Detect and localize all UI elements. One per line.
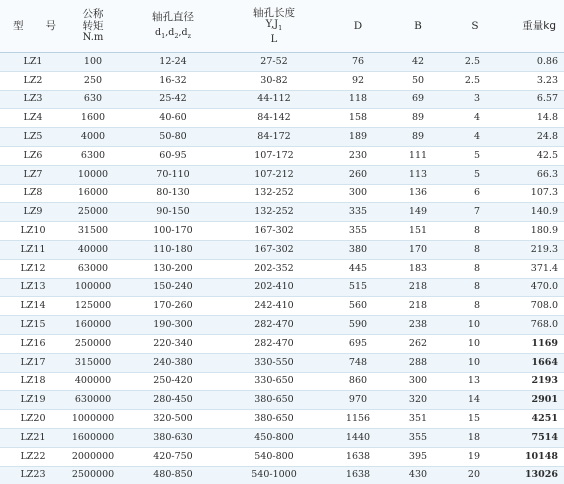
cell-b: 395 xyxy=(394,447,442,466)
cell-s: 13 xyxy=(442,372,508,391)
cell-d: 1638 xyxy=(322,447,394,466)
header-torque-unit: N.m xyxy=(66,32,120,44)
table-row xyxy=(0,353,564,372)
cell-torque: 250 xyxy=(66,71,120,90)
cell-model: LZ13 xyxy=(0,278,66,297)
cell-model: LZ22 xyxy=(0,447,66,466)
table-row xyxy=(0,222,564,241)
cell-torque: 63000 xyxy=(66,259,120,278)
cell-bore-diameter: 12-24 xyxy=(120,53,226,72)
cell-model: LZ12 xyxy=(0,259,66,278)
cell-b: 136 xyxy=(394,184,442,203)
header-d: D xyxy=(322,0,394,53)
table-row xyxy=(0,128,564,147)
cell-torque: 100000 xyxy=(66,278,120,297)
cell-b: 170 xyxy=(394,240,442,259)
cell-bore-length: 282-470 xyxy=(226,334,322,353)
table-row xyxy=(0,410,564,429)
table-row xyxy=(0,240,564,259)
header-torque-line-1: 公称 xyxy=(66,8,120,20)
header-bore-diameter xyxy=(120,0,226,53)
cell-weight: 470.0 xyxy=(508,278,564,297)
cell-weight: 14.8 xyxy=(508,109,564,128)
cell-s: 2.5 xyxy=(442,71,508,90)
cell-torque: 315000 xyxy=(66,353,120,372)
cell-torque: 4000 xyxy=(66,128,120,147)
cell-model: LZ17 xyxy=(0,353,66,372)
cell-d: 1440 xyxy=(322,428,394,447)
cell-bore-diameter: 380-630 xyxy=(120,428,226,447)
cell-bore-diameter: 480-850 xyxy=(120,466,226,484)
cell-bore-length: 44-112 xyxy=(226,90,322,109)
table-row xyxy=(0,53,564,72)
header-bore-length-symbol: L xyxy=(226,34,322,46)
cell-b: 50 xyxy=(394,71,442,90)
cell-b: 89 xyxy=(394,109,442,128)
cell-d: 335 xyxy=(322,203,394,222)
cell-model: LZ2 xyxy=(0,71,66,90)
cell-model: LZ10 xyxy=(0,222,66,241)
cell-torque: 100 xyxy=(66,53,120,72)
cell-torque: 31500 xyxy=(66,222,120,241)
cell-model: LZ18 xyxy=(0,372,66,391)
table-row xyxy=(0,146,564,165)
cell-d: 748 xyxy=(322,353,394,372)
cell-weight: 371.4 xyxy=(508,259,564,278)
cell-weight: 10148 xyxy=(508,447,564,466)
cell-b: 89 xyxy=(394,128,442,147)
cell-weight: 7514 xyxy=(508,428,564,447)
cell-bore-length: 242-410 xyxy=(226,297,322,316)
cell-b: 69 xyxy=(394,90,442,109)
cell-model: LZ8 xyxy=(0,184,66,203)
cell-model: LZ15 xyxy=(0,316,66,335)
cell-d: 695 xyxy=(322,334,394,353)
cell-d: 189 xyxy=(322,128,394,147)
cell-s: 8 xyxy=(442,259,508,278)
cell-torque: 40000 xyxy=(66,240,120,259)
cell-bore-length: 132-252 xyxy=(226,184,322,203)
cell-bore-length: 107-172 xyxy=(226,146,322,165)
cell-bore-diameter: 70-110 xyxy=(120,165,226,184)
cell-torque: 1600 xyxy=(66,109,120,128)
cell-bore-length: 540-1000 xyxy=(226,466,322,484)
cell-torque: 630 xyxy=(66,90,120,109)
header-b: B xyxy=(394,0,442,53)
cell-b: 430 xyxy=(394,466,442,484)
cell-model: LZ7 xyxy=(0,165,66,184)
cell-d: 380 xyxy=(322,240,394,259)
cell-model: LZ11 xyxy=(0,240,66,259)
cell-d: 590 xyxy=(322,316,394,335)
cell-s: 4 xyxy=(442,128,508,147)
cell-weight: 2901 xyxy=(508,391,564,410)
cell-bore-diameter: 80-130 xyxy=(120,184,226,203)
cell-s: 6 xyxy=(442,184,508,203)
cell-s: 15 xyxy=(442,410,508,429)
cell-bore-diameter: 110-180 xyxy=(120,240,226,259)
cell-bore-length: 202-352 xyxy=(226,259,322,278)
cell-bore-diameter: 130-200 xyxy=(120,259,226,278)
cell-b: 355 xyxy=(394,428,442,447)
cell-bore-length: 27-52 xyxy=(226,53,322,72)
cell-bore-diameter: 250-420 xyxy=(120,372,226,391)
cell-torque: 250000 xyxy=(66,334,120,353)
cell-weight: 24.8 xyxy=(508,128,564,147)
cell-s: 20 xyxy=(442,466,508,484)
cell-b: 238 xyxy=(394,316,442,335)
cell-bore-length: 450-800 xyxy=(226,428,322,447)
table-row xyxy=(0,391,564,410)
cell-model: LZ16 xyxy=(0,334,66,353)
header-row xyxy=(0,0,564,53)
header-model-char-2: 号 xyxy=(46,20,57,32)
cell-bore-length: 30-82 xyxy=(226,71,322,90)
cell-bore-length: 282-470 xyxy=(226,316,322,335)
cell-s: 8 xyxy=(442,278,508,297)
cell-bore-diameter: 40-60 xyxy=(120,109,226,128)
cell-bore-diameter: 220-340 xyxy=(120,334,226,353)
table-row xyxy=(0,278,564,297)
cell-bore-diameter: 90-150 xyxy=(120,203,226,222)
cell-bore-diameter: 25-42 xyxy=(120,90,226,109)
cell-model: LZ19 xyxy=(0,391,66,410)
cell-model: LZ6 xyxy=(0,146,66,165)
cell-bore-length: 132-252 xyxy=(226,203,322,222)
cell-bore-length: 202-410 xyxy=(226,278,322,297)
cell-b: 351 xyxy=(394,410,442,429)
cell-bore-length: 167-302 xyxy=(226,240,322,259)
header-model xyxy=(0,0,66,53)
cell-d: 445 xyxy=(322,259,394,278)
header-bore-diameter-title: 轴孔直径 xyxy=(120,11,226,23)
cell-bore-diameter: 320-500 xyxy=(120,410,226,429)
cell-weight: 3.23 xyxy=(508,71,564,90)
cell-d: 118 xyxy=(322,90,394,109)
cell-bore-diameter: 100-170 xyxy=(120,222,226,241)
cell-bore-diameter: 190-300 xyxy=(120,316,226,335)
cell-bore-diameter: 170-260 xyxy=(120,297,226,316)
cell-s: 19 xyxy=(442,447,508,466)
cell-bore-diameter: 420-750 xyxy=(120,447,226,466)
table-row xyxy=(0,203,564,222)
cell-bore-diameter: 280-450 xyxy=(120,391,226,410)
cell-torque: 10000 xyxy=(66,165,120,184)
cell-torque: 160000 xyxy=(66,316,120,335)
table-row xyxy=(0,466,564,484)
cell-weight: 4251 xyxy=(508,410,564,429)
cell-s: 10 xyxy=(442,316,508,335)
header-bore-length xyxy=(226,0,322,53)
cell-bore-length: 380-650 xyxy=(226,410,322,429)
cell-s: 14 xyxy=(442,391,508,410)
cell-bore-length: 540-800 xyxy=(226,447,322,466)
cell-model: LZ1 xyxy=(0,53,66,72)
cell-torque: 400000 xyxy=(66,372,120,391)
cell-weight: 180.9 xyxy=(508,222,564,241)
cell-model: LZ21 xyxy=(0,428,66,447)
cell-weight: 107.3 xyxy=(508,184,564,203)
cell-bore-diameter: 150-240 xyxy=(120,278,226,297)
cell-model: LZ4 xyxy=(0,109,66,128)
spec-table-body xyxy=(0,53,564,484)
cell-torque: 1600000 xyxy=(66,428,120,447)
cell-bore-length: 84-142 xyxy=(226,109,322,128)
cell-weight: 0.86 xyxy=(508,53,564,72)
table-row xyxy=(0,90,564,109)
header-bore-length-title: 轴孔长度 xyxy=(226,7,322,19)
cell-d: 515 xyxy=(322,278,394,297)
cell-b: 151 xyxy=(394,222,442,241)
cell-bore-length: 330-650 xyxy=(226,372,322,391)
cell-s: 18 xyxy=(442,428,508,447)
cell-s: 10 xyxy=(442,353,508,372)
cell-model: LZ9 xyxy=(0,203,66,222)
cell-weight: 140.9 xyxy=(508,203,564,222)
table-row xyxy=(0,372,564,391)
cell-bore-diameter: 16-32 xyxy=(120,71,226,90)
cell-weight: 6.57 xyxy=(508,90,564,109)
header-model-char-1: 型 xyxy=(13,20,24,32)
cell-d: 1638 xyxy=(322,466,394,484)
cell-d: 1156 xyxy=(322,410,394,429)
cell-d: 355 xyxy=(322,222,394,241)
cell-torque: 125000 xyxy=(66,297,120,316)
cell-s: 2.5 xyxy=(442,53,508,72)
cell-model: LZ23 xyxy=(0,466,66,484)
table-row xyxy=(0,259,564,278)
cell-bore-diameter: 50-80 xyxy=(120,128,226,147)
cell-s: 5 xyxy=(442,165,508,184)
table-row xyxy=(0,428,564,447)
table-row xyxy=(0,297,564,316)
cell-torque: 2500000 xyxy=(66,466,120,484)
cell-torque: 1000000 xyxy=(66,410,120,429)
cell-s: 3 xyxy=(442,90,508,109)
cell-bore-length: 167-302 xyxy=(226,222,322,241)
table-row xyxy=(0,447,564,466)
cell-d: 970 xyxy=(322,391,394,410)
cell-d: 76 xyxy=(322,53,394,72)
cell-bore-diameter: 60-95 xyxy=(120,146,226,165)
cell-torque: 16000 xyxy=(66,184,120,203)
cell-weight: 219.3 xyxy=(508,240,564,259)
cell-weight: 1664 xyxy=(508,353,564,372)
cell-b: 113 xyxy=(394,165,442,184)
cell-b: 300 xyxy=(394,372,442,391)
header-s: S xyxy=(442,0,508,53)
cell-d: 260 xyxy=(322,165,394,184)
cell-bore-length: 107-212 xyxy=(226,165,322,184)
cell-d: 300 xyxy=(322,184,394,203)
cell-bore-diameter: 240-380 xyxy=(120,353,226,372)
table-row xyxy=(0,184,564,203)
cell-model: LZ5 xyxy=(0,128,66,147)
cell-b: 288 xyxy=(394,353,442,372)
cell-bore-length: 330-550 xyxy=(226,353,322,372)
cell-model: LZ20 xyxy=(0,410,66,429)
cell-d: 230 xyxy=(322,146,394,165)
cell-d: 860 xyxy=(322,372,394,391)
cell-s: 10 xyxy=(442,334,508,353)
cell-model: LZ3 xyxy=(0,90,66,109)
cell-weight: 2193 xyxy=(508,372,564,391)
cell-b: 183 xyxy=(394,259,442,278)
cell-s: 5 xyxy=(442,146,508,165)
table-row xyxy=(0,316,564,335)
cell-weight: 1169 xyxy=(508,334,564,353)
cell-d: 158 xyxy=(322,109,394,128)
cell-torque: 25000 xyxy=(66,203,120,222)
cell-torque: 2000000 xyxy=(66,447,120,466)
table-row xyxy=(0,334,564,353)
cell-bore-length: 380-650 xyxy=(226,391,322,410)
cell-weight: 42.5 xyxy=(508,146,564,165)
header-weight: 重量kg xyxy=(508,0,564,53)
cell-b: 218 xyxy=(394,278,442,297)
cell-model: LZ14 xyxy=(0,297,66,316)
cell-weight: 66.3 xyxy=(508,165,564,184)
cell-weight: 13026 xyxy=(508,466,564,484)
table-row xyxy=(0,165,564,184)
cell-weight: 768.0 xyxy=(508,316,564,335)
header-torque xyxy=(66,0,120,53)
cell-d: 560 xyxy=(322,297,394,316)
cell-torque: 6300 xyxy=(66,146,120,165)
cell-bore-length: 84-172 xyxy=(226,128,322,147)
cell-b: 320 xyxy=(394,391,442,410)
cell-b: 149 xyxy=(394,203,442,222)
cell-b: 111 xyxy=(394,146,442,165)
cell-s: 8 xyxy=(442,222,508,241)
cell-torque: 630000 xyxy=(66,391,120,410)
cell-d: 92 xyxy=(322,71,394,90)
header-torque-line-2: 转矩 xyxy=(66,20,120,32)
cell-b: 262 xyxy=(394,334,442,353)
cell-s: 8 xyxy=(442,297,508,316)
cell-s: 8 xyxy=(442,240,508,259)
header-bore-length-types: $Y,J_1$ xyxy=(226,19,322,34)
cell-s: 4 xyxy=(442,109,508,128)
cell-s: 7 xyxy=(442,203,508,222)
cell-weight: 708.0 xyxy=(508,297,564,316)
header-bore-diameter-symbols: $d_1,d_2,d_z$ xyxy=(120,27,226,42)
table-row xyxy=(0,109,564,128)
table-row xyxy=(0,71,564,90)
cell-b: 218 xyxy=(394,297,442,316)
cell-b: 42 xyxy=(394,53,442,72)
